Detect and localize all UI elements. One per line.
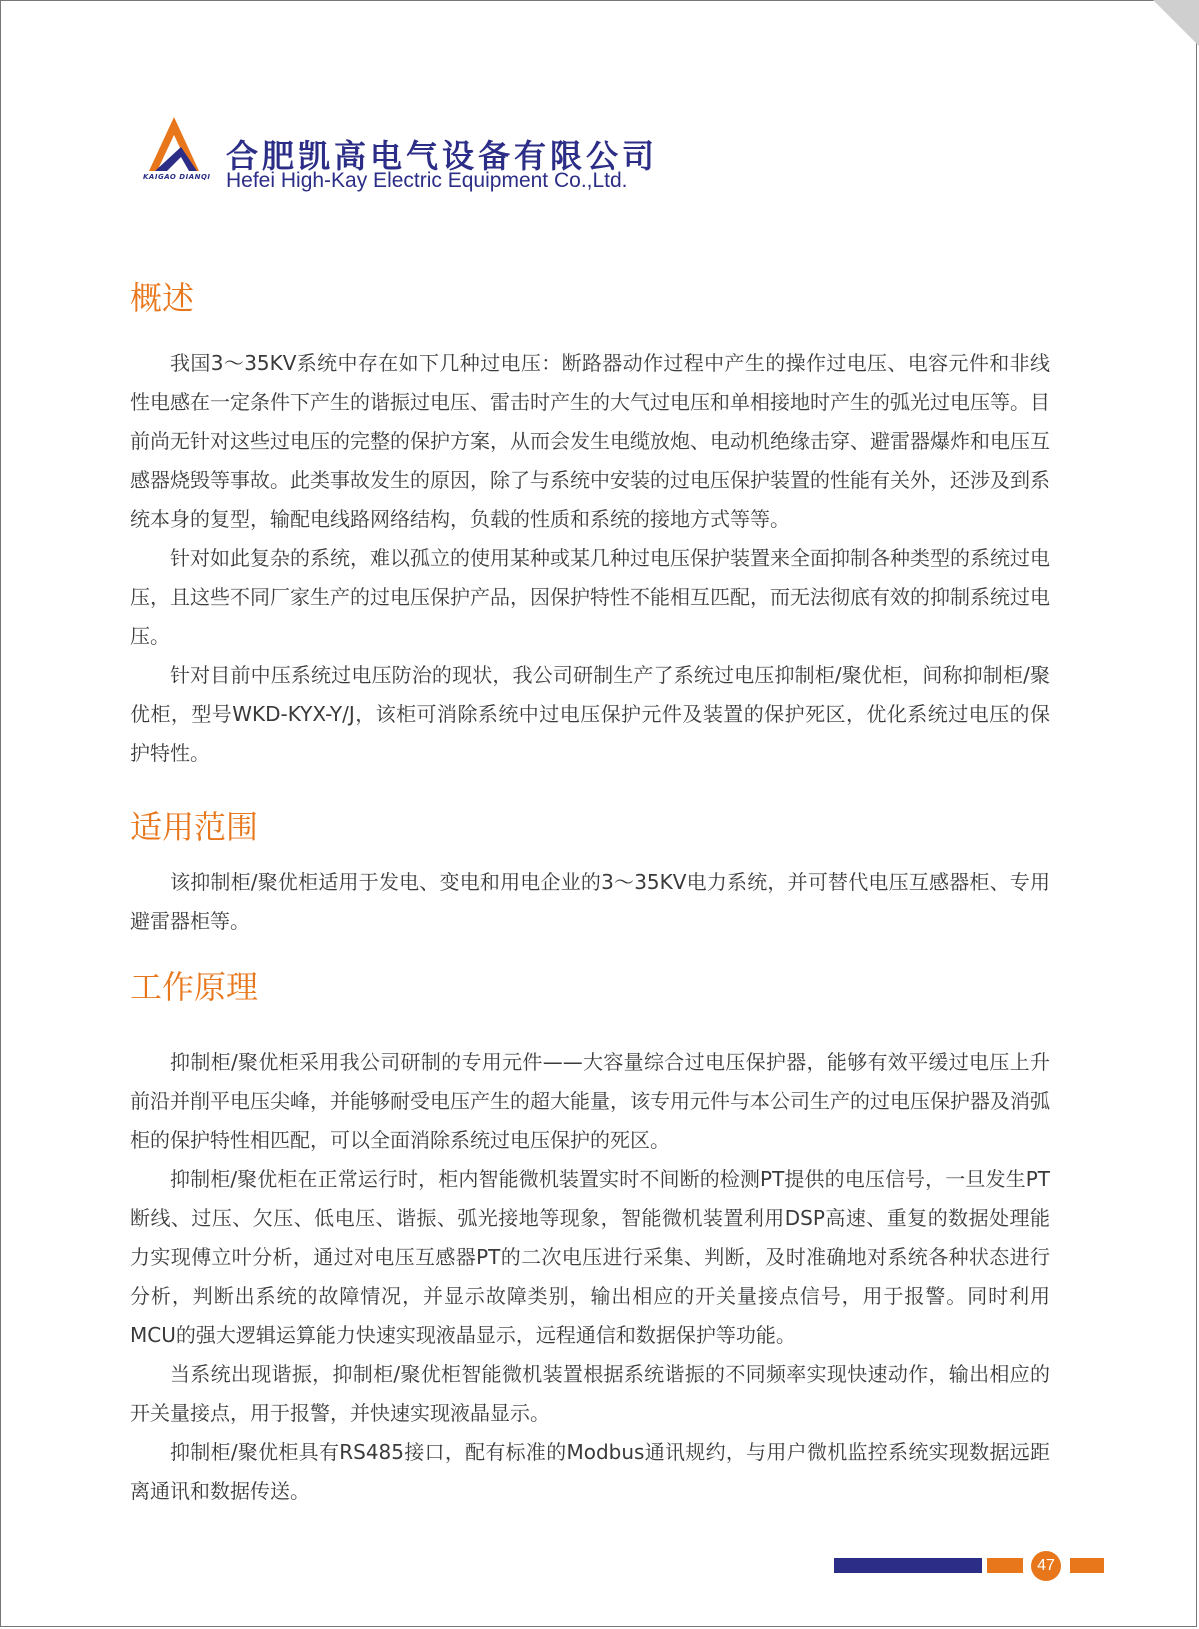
footer-bar-orange-left bbox=[987, 1558, 1023, 1573]
section-title-principle: 工作原理 bbox=[130, 968, 259, 1006]
section-title-scope: 适用范围 bbox=[130, 808, 259, 846]
principle-paragraph-3: 当系统出现谐振，抑制柜/聚优柜智能微机装置根据系统谐振的不同频率实现快速动作，输出相应的开关量接点，用于报警，并快速实现液晶显示。 bbox=[130, 1362, 1050, 1425]
company-logo-icon bbox=[143, 115, 211, 193]
principle-paragraph-4: 抑制柜/聚优柜具有RS485接口，配有标准的Modbus通讯规约，与用户微机监控系统实现数据远距离通讯和数据传送。 bbox=[130, 1440, 1050, 1503]
company-name-cn: 合肥凯高电气设备有限公司 bbox=[226, 137, 659, 175]
section-title-overview: 概述 bbox=[130, 279, 195, 317]
principle-paragraph-1: 抑制柜/聚优柜采用我公司研制的专用元件——大容量综合过电压保护器，能够有效平缓过电压上升前沿并削平电压尖峰，并能够耐受电压产生的超大能量，该专用元件与本公司生产的过电压保护器及消弧柜的保护特性相匹配，可以全面消除系统过电压保护的死区。 bbox=[130, 1050, 1050, 1152]
overview-paragraph-2: 针对如此复杂的系统，难以孤立的使用某种或某几种过电压保护装置来全面抑制各种类型的系统过电压，且这些不同厂家生产的过电压保护产品，因保护特性不能相互匹配，而无法彻底有效的抑制系统过电压。 bbox=[130, 546, 1050, 648]
overview-paragraph-3: 针对目前中压系统过电压防治的现状，我公司研制生产了系统过电压抑制柜/聚优柜，间称抑制柜/聚优柜，型号WKD-KYX-Y/J，该柜可消除系统中过电压保护元件及装置的保护死区，优化系统过电压的保护特性。 bbox=[130, 663, 1050, 765]
page-number: 47 bbox=[1031, 1551, 1061, 1581]
page-header bbox=[143, 115, 703, 195]
footer-bar-orange-right bbox=[1070, 1558, 1104, 1573]
logo-text: KAIGAO DIANQI bbox=[143, 173, 211, 181]
principle-paragraph-2: 抑制柜/聚优柜在正常运行时，柜内智能微机装置实时不间断的检测PT提供的电压信号，一旦发生PT断线、过压、欠压、低电压、谐振、弧光接地等现象，智能微机装置利用DSP高速、重复的数据处理能力实现傅立叶分析，通过对电压互感器PT的二次电压进行采集、判断，及时准确地对系统各种状态进行分析，判断出系统的故障情况，并显示故障类别，输出相应的开关量接点信号，用于报警。同时利用MCU的强大逻辑运算能力快速实现液晶显示，远程通信和数据保护等功能。 bbox=[130, 1167, 1050, 1347]
overview-paragraph-1: 我国3～35KV系统中存在如下几种过电压：断路器动作过程中产生的操作过电压、电容元件和非线性电感在一定条件下产生的谐振过电压、雷击时产生的大气过电压和单相接地时产生的弧光过电压等。目前尚无针对这些过电压的完整的保护方案，从而会发生电缆放炮、电动机绝缘击穿、避雷器爆炸和电压互感器烧毁等事故。此类事故发生的原因，除了与系统中安装的过电压保护装置的性能有关外，还涉及到系统本身的复型，输配电线路网络结构，负载的性质和系统的接地方式等等。 bbox=[130, 351, 1050, 531]
page-corner-fold bbox=[1153, 0, 1199, 46]
footer-bar-blue bbox=[834, 1558, 982, 1573]
scope-paragraph: 该抑制柜/聚优柜适用于发电、变电和用电企业的3～35KV电力系统，并可替代电压互感器柜、专用避雷器柜等。 bbox=[130, 870, 1050, 933]
page-content bbox=[130, 278, 1050, 1511]
company-name-en: Hefei High-Kay Electric Equipment Co.,Ltd. bbox=[226, 169, 628, 192]
